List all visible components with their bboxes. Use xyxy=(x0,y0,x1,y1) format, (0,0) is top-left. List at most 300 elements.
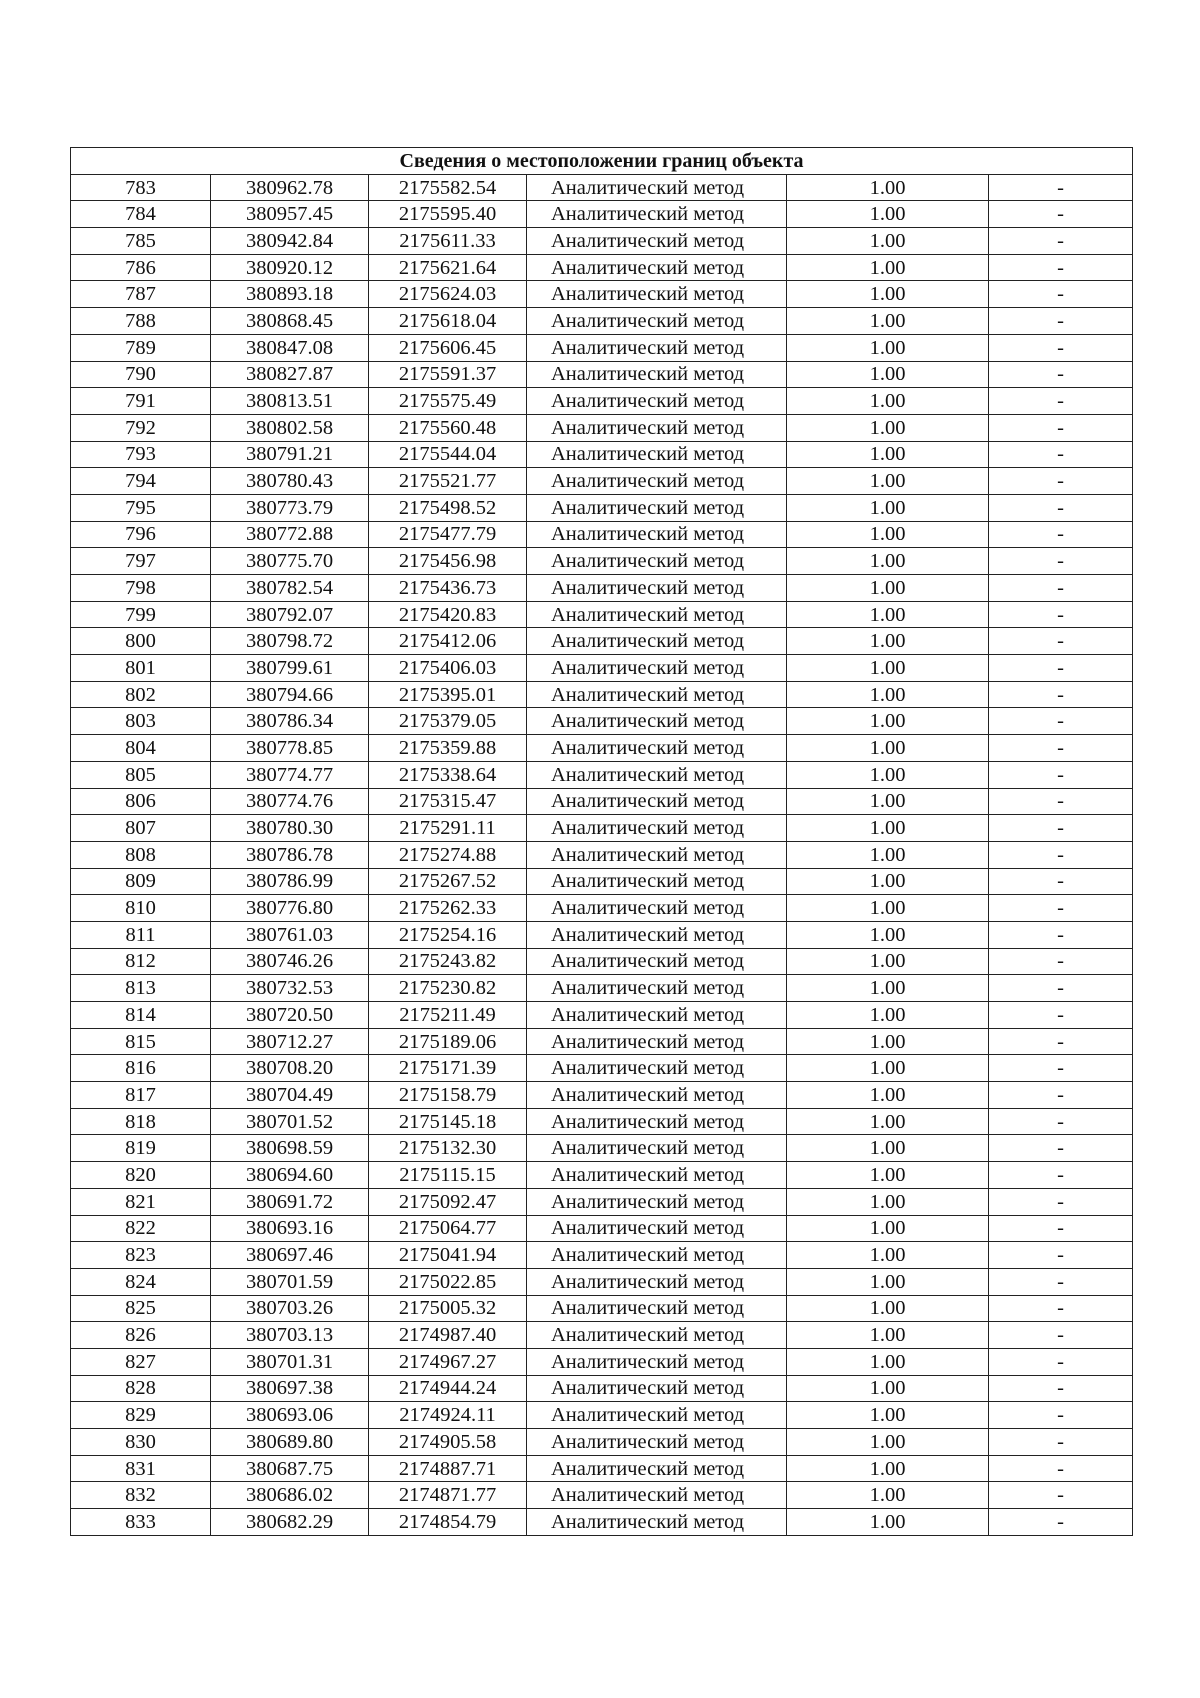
point-number-cell: 829 xyxy=(71,1402,211,1429)
accuracy-cell: 1.00 xyxy=(787,1135,989,1162)
accuracy-cell: 1.00 xyxy=(787,388,989,415)
point-number-cell: 785 xyxy=(71,228,211,255)
accuracy-cell: 1.00 xyxy=(787,815,989,842)
point-number-cell: 786 xyxy=(71,254,211,281)
determination-method-cell: Аналитический метод xyxy=(527,1002,787,1029)
description-cell: - xyxy=(989,735,1133,762)
point-number-cell: 784 xyxy=(71,201,211,228)
coordinate-x-cell: 380712.27 xyxy=(211,1028,369,1055)
coordinate-y-cell: 2175395.01 xyxy=(369,681,527,708)
coordinate-y-cell: 2174871.77 xyxy=(369,1482,527,1509)
coordinate-x-cell: 380780.43 xyxy=(211,468,369,495)
accuracy-cell: 1.00 xyxy=(787,655,989,682)
coordinate-y-cell: 2175274.88 xyxy=(369,841,527,868)
determination-method-cell: Аналитический метод xyxy=(527,361,787,388)
table-row xyxy=(71,921,1133,948)
description-cell: - xyxy=(989,254,1133,281)
coordinate-y-cell: 2174887.71 xyxy=(369,1455,527,1482)
point-number-cell: 812 xyxy=(71,948,211,975)
table-row xyxy=(71,388,1133,415)
accuracy-cell: 1.00 xyxy=(787,895,989,922)
coordinate-y-cell: 2175211.49 xyxy=(369,1002,527,1029)
accuracy-cell: 1.00 xyxy=(787,1162,989,1189)
table-row xyxy=(71,1028,1133,1055)
coordinate-y-cell: 2175575.49 xyxy=(369,388,527,415)
point-number-cell: 816 xyxy=(71,1055,211,1082)
table-row xyxy=(71,1429,1133,1456)
point-number-cell: 827 xyxy=(71,1348,211,1375)
description-cell: - xyxy=(989,1375,1133,1402)
accuracy-cell: 1.00 xyxy=(787,254,989,281)
coordinate-x-cell: 380847.08 xyxy=(211,334,369,361)
table-row xyxy=(71,1402,1133,1429)
point-number-cell: 807 xyxy=(71,815,211,842)
coordinate-y-cell: 2175022.85 xyxy=(369,1268,527,1295)
determination-method-cell: Аналитический метод xyxy=(527,388,787,415)
description-cell: - xyxy=(989,1055,1133,1082)
description-cell: - xyxy=(989,841,1133,868)
point-number-cell: 811 xyxy=(71,921,211,948)
accuracy-cell: 1.00 xyxy=(787,1242,989,1269)
point-number-cell: 831 xyxy=(71,1455,211,1482)
table-row xyxy=(71,735,1133,762)
accuracy-cell: 1.00 xyxy=(787,1028,989,1055)
description-cell: - xyxy=(989,921,1133,948)
accuracy-cell: 1.00 xyxy=(787,975,989,1002)
accuracy-cell: 1.00 xyxy=(787,468,989,495)
description-cell: - xyxy=(989,655,1133,682)
determination-method-cell: Аналитический метод xyxy=(527,468,787,495)
description-cell: - xyxy=(989,1135,1133,1162)
coordinate-y-cell: 2174854.79 xyxy=(369,1509,527,1536)
coordinate-x-cell: 380791.21 xyxy=(211,441,369,468)
table-row xyxy=(71,334,1133,361)
determination-method-cell: Аналитический метод xyxy=(527,1082,787,1109)
accuracy-cell: 1.00 xyxy=(787,1482,989,1509)
point-number-cell: 818 xyxy=(71,1108,211,1135)
description-cell: - xyxy=(989,548,1133,575)
determination-method-cell: Аналитический метод xyxy=(527,788,787,815)
point-number-cell: 789 xyxy=(71,334,211,361)
table-row xyxy=(71,361,1133,388)
accuracy-cell: 1.00 xyxy=(787,1348,989,1375)
description-cell: - xyxy=(989,1002,1133,1029)
coordinate-x-cell: 380942.84 xyxy=(211,228,369,255)
point-number-cell: 813 xyxy=(71,975,211,1002)
coordinate-x-cell: 380868.45 xyxy=(211,308,369,335)
point-number-cell: 826 xyxy=(71,1322,211,1349)
point-number-cell: 796 xyxy=(71,521,211,548)
coordinate-x-cell: 380761.03 xyxy=(211,921,369,948)
table-row xyxy=(71,1242,1133,1269)
determination-method-cell: Аналитический метод xyxy=(527,948,787,975)
description-cell: - xyxy=(989,815,1133,842)
point-number-cell: 817 xyxy=(71,1082,211,1109)
coordinate-y-cell: 2175359.88 xyxy=(369,735,527,762)
coordinate-y-cell: 2175412.06 xyxy=(369,628,527,655)
determination-method-cell: Аналитический метод xyxy=(527,1055,787,1082)
point-number-cell: 830 xyxy=(71,1429,211,1456)
table-row xyxy=(71,521,1133,548)
point-number-cell: 824 xyxy=(71,1268,211,1295)
description-cell: - xyxy=(989,1455,1133,1482)
accuracy-cell: 1.00 xyxy=(787,841,989,868)
description-cell: - xyxy=(989,521,1133,548)
determination-method-cell: Аналитический метод xyxy=(527,1028,787,1055)
point-number-cell: 809 xyxy=(71,868,211,895)
table-row xyxy=(71,1055,1133,1082)
coordinate-y-cell: 2175618.04 xyxy=(369,308,527,335)
point-number-cell: 803 xyxy=(71,708,211,735)
accuracy-cell: 1.00 xyxy=(787,174,989,201)
point-number-cell: 825 xyxy=(71,1295,211,1322)
table-row xyxy=(71,1295,1133,1322)
description-cell: - xyxy=(989,708,1133,735)
coordinate-x-cell: 380802.58 xyxy=(211,414,369,441)
coordinate-y-cell: 2175406.03 xyxy=(369,655,527,682)
determination-method-cell: Аналитический метод xyxy=(527,174,787,201)
accuracy-cell: 1.00 xyxy=(787,761,989,788)
coordinate-y-cell: 2175606.45 xyxy=(369,334,527,361)
accuracy-cell: 1.00 xyxy=(787,1375,989,1402)
table-row xyxy=(71,1322,1133,1349)
determination-method-cell: Аналитический метод xyxy=(527,1482,787,1509)
table-row xyxy=(71,1268,1133,1295)
table-row xyxy=(71,254,1133,281)
description-cell: - xyxy=(989,1082,1133,1109)
coordinate-y-cell: 2174987.40 xyxy=(369,1322,527,1349)
description-cell: - xyxy=(989,948,1133,975)
coordinate-x-cell: 380775.70 xyxy=(211,548,369,575)
point-number-cell: 788 xyxy=(71,308,211,335)
table-row xyxy=(71,468,1133,495)
accuracy-cell: 1.00 xyxy=(787,1429,989,1456)
coordinate-x-cell: 380920.12 xyxy=(211,254,369,281)
table-title-row xyxy=(71,148,1133,175)
description-cell: - xyxy=(989,1348,1133,1375)
table-row xyxy=(71,1455,1133,1482)
determination-method-cell: Аналитический метод xyxy=(527,441,787,468)
table-row xyxy=(71,601,1133,628)
description-cell: - xyxy=(989,281,1133,308)
determination-method-cell: Аналитический метод xyxy=(527,1108,787,1135)
coordinate-y-cell: 2174905.58 xyxy=(369,1429,527,1456)
determination-method-cell: Аналитический метод xyxy=(527,334,787,361)
determination-method-cell: Аналитический метод xyxy=(527,655,787,682)
determination-method-cell: Аналитический метод xyxy=(527,1402,787,1429)
coordinate-y-cell: 2175315.47 xyxy=(369,788,527,815)
determination-method-cell: Аналитический метод xyxy=(527,254,787,281)
determination-method-cell: Аналитический метод xyxy=(527,1242,787,1269)
point-number-cell: 821 xyxy=(71,1188,211,1215)
description-cell: - xyxy=(989,228,1133,255)
table-row xyxy=(71,441,1133,468)
table-row xyxy=(71,1215,1133,1242)
coordinate-x-cell: 380694.60 xyxy=(211,1162,369,1189)
coordinate-y-cell: 2175595.40 xyxy=(369,201,527,228)
coordinate-y-cell: 2174967.27 xyxy=(369,1348,527,1375)
table-row xyxy=(71,1348,1133,1375)
accuracy-cell: 1.00 xyxy=(787,708,989,735)
coordinate-y-cell: 2175132.30 xyxy=(369,1135,527,1162)
point-number-cell: 794 xyxy=(71,468,211,495)
description-cell: - xyxy=(989,308,1133,335)
point-number-cell: 833 xyxy=(71,1509,211,1536)
description-cell: - xyxy=(989,1242,1133,1269)
accuracy-cell: 1.00 xyxy=(787,921,989,948)
table-row xyxy=(71,494,1133,521)
point-number-cell: 808 xyxy=(71,841,211,868)
table-row xyxy=(71,414,1133,441)
accuracy-cell: 1.00 xyxy=(787,334,989,361)
table-row xyxy=(71,228,1133,255)
coordinate-y-cell: 2175005.32 xyxy=(369,1295,527,1322)
determination-method-cell: Аналитический метод xyxy=(527,281,787,308)
table-row xyxy=(71,1375,1133,1402)
description-cell: - xyxy=(989,361,1133,388)
description-cell: - xyxy=(989,1268,1133,1295)
coordinate-y-cell: 2175544.04 xyxy=(369,441,527,468)
table-row xyxy=(71,708,1133,735)
coordinate-x-cell: 380708.20 xyxy=(211,1055,369,1082)
coordinate-y-cell: 2175436.73 xyxy=(369,575,527,602)
description-cell: - xyxy=(989,1429,1133,1456)
table-row xyxy=(71,575,1133,602)
accuracy-cell: 1.00 xyxy=(787,228,989,255)
description-cell: - xyxy=(989,1509,1133,1536)
coordinate-y-cell: 2175092.47 xyxy=(369,1188,527,1215)
table-row xyxy=(71,1509,1133,1536)
description-cell: - xyxy=(989,975,1133,1002)
coordinate-x-cell: 380780.30 xyxy=(211,815,369,842)
coordinate-y-cell: 2175262.33 xyxy=(369,895,527,922)
coordinate-x-cell: 380720.50 xyxy=(211,1002,369,1029)
accuracy-cell: 1.00 xyxy=(787,1188,989,1215)
accuracy-cell: 1.00 xyxy=(787,628,989,655)
coordinate-x-cell: 380776.80 xyxy=(211,895,369,922)
accuracy-cell: 1.00 xyxy=(787,494,989,521)
description-cell: - xyxy=(989,788,1133,815)
point-number-cell: 823 xyxy=(71,1242,211,1269)
table-row xyxy=(71,841,1133,868)
determination-method-cell: Аналитический метод xyxy=(527,494,787,521)
description-cell: - xyxy=(989,1188,1133,1215)
coordinate-y-cell: 2175456.98 xyxy=(369,548,527,575)
coordinate-y-cell: 2175624.03 xyxy=(369,281,527,308)
description-cell: - xyxy=(989,414,1133,441)
coordinate-x-cell: 380772.88 xyxy=(211,521,369,548)
point-number-cell: 802 xyxy=(71,681,211,708)
coordinate-x-cell: 380786.78 xyxy=(211,841,369,868)
coordinate-x-cell: 380687.75 xyxy=(211,1455,369,1482)
table-row xyxy=(71,1162,1133,1189)
point-number-cell: 790 xyxy=(71,361,211,388)
coordinate-x-cell: 380682.29 xyxy=(211,1509,369,1536)
accuracy-cell: 1.00 xyxy=(787,308,989,335)
description-cell: - xyxy=(989,1028,1133,1055)
coordinate-y-cell: 2175560.48 xyxy=(369,414,527,441)
accuracy-cell: 1.00 xyxy=(787,361,989,388)
table-row xyxy=(71,201,1133,228)
coordinate-y-cell: 2175621.64 xyxy=(369,254,527,281)
determination-method-cell: Аналитический метод xyxy=(527,1135,787,1162)
point-number-cell: 799 xyxy=(71,601,211,628)
determination-method-cell: Аналитический метод xyxy=(527,414,787,441)
table-row xyxy=(71,281,1133,308)
coordinate-y-cell: 2175498.52 xyxy=(369,494,527,521)
table-row xyxy=(71,895,1133,922)
accuracy-cell: 1.00 xyxy=(787,1322,989,1349)
coordinate-y-cell: 2175267.52 xyxy=(369,868,527,895)
description-cell: - xyxy=(989,681,1133,708)
coordinate-y-cell: 2175521.77 xyxy=(369,468,527,495)
accuracy-cell: 1.00 xyxy=(787,788,989,815)
description-cell: - xyxy=(989,1402,1133,1429)
coordinate-y-cell: 2175189.06 xyxy=(369,1028,527,1055)
description-cell: - xyxy=(989,1295,1133,1322)
description-cell: - xyxy=(989,1322,1133,1349)
determination-method-cell: Аналитический метод xyxy=(527,761,787,788)
coordinate-y-cell: 2175338.64 xyxy=(369,761,527,788)
accuracy-cell: 1.00 xyxy=(787,1402,989,1429)
accuracy-cell: 1.00 xyxy=(787,1268,989,1295)
description-cell: - xyxy=(989,468,1133,495)
table-row xyxy=(71,868,1133,895)
accuracy-cell: 1.00 xyxy=(787,548,989,575)
coordinate-y-cell: 2175158.79 xyxy=(369,1082,527,1109)
determination-method-cell: Аналитический метод xyxy=(527,1268,787,1295)
point-number-cell: 795 xyxy=(71,494,211,521)
coordinate-x-cell: 380792.07 xyxy=(211,601,369,628)
determination-method-cell: Аналитический метод xyxy=(527,708,787,735)
accuracy-cell: 1.00 xyxy=(787,1082,989,1109)
table-row xyxy=(71,174,1133,201)
point-number-cell: 797 xyxy=(71,548,211,575)
determination-method-cell: Аналитический метод xyxy=(527,815,787,842)
point-number-cell: 805 xyxy=(71,761,211,788)
determination-method-cell: Аналитический метод xyxy=(527,521,787,548)
accuracy-cell: 1.00 xyxy=(787,521,989,548)
accuracy-cell: 1.00 xyxy=(787,868,989,895)
coordinate-y-cell: 2175064.77 xyxy=(369,1215,527,1242)
coordinate-x-cell: 380732.53 xyxy=(211,975,369,1002)
table-row xyxy=(71,815,1133,842)
point-number-cell: 801 xyxy=(71,655,211,682)
description-cell: - xyxy=(989,628,1133,655)
table-row xyxy=(71,308,1133,335)
table-row xyxy=(71,948,1133,975)
accuracy-cell: 1.00 xyxy=(787,1295,989,1322)
coordinate-x-cell: 380704.49 xyxy=(211,1082,369,1109)
point-number-cell: 800 xyxy=(71,628,211,655)
coordinate-y-cell: 2174944.24 xyxy=(369,1375,527,1402)
coordinate-x-cell: 380798.72 xyxy=(211,628,369,655)
coordinate-x-cell: 380778.85 xyxy=(211,735,369,762)
determination-method-cell: Аналитический метод xyxy=(527,841,787,868)
description-cell: - xyxy=(989,1482,1133,1509)
point-number-cell: 820 xyxy=(71,1162,211,1189)
coordinate-x-cell: 380689.80 xyxy=(211,1429,369,1456)
accuracy-cell: 1.00 xyxy=(787,575,989,602)
determination-method-cell: Аналитический метод xyxy=(527,1162,787,1189)
coordinate-x-cell: 380693.16 xyxy=(211,1215,369,1242)
description-cell: - xyxy=(989,1215,1133,1242)
accuracy-cell: 1.00 xyxy=(787,948,989,975)
coordinate-x-cell: 380962.78 xyxy=(211,174,369,201)
accuracy-cell: 1.00 xyxy=(787,735,989,762)
coordinate-y-cell: 2175254.16 xyxy=(369,921,527,948)
table-row xyxy=(71,1188,1133,1215)
determination-method-cell: Аналитический метод xyxy=(527,548,787,575)
coordinate-y-cell: 2175420.83 xyxy=(369,601,527,628)
coordinate-y-cell: 2175171.39 xyxy=(369,1055,527,1082)
table-row xyxy=(71,628,1133,655)
determination-method-cell: Аналитический метод xyxy=(527,1509,787,1536)
description-cell: - xyxy=(989,895,1133,922)
determination-method-cell: Аналитический метод xyxy=(527,308,787,335)
point-number-cell: 804 xyxy=(71,735,211,762)
determination-method-cell: Аналитический метод xyxy=(527,575,787,602)
description-cell: - xyxy=(989,174,1133,201)
point-number-cell: 787 xyxy=(71,281,211,308)
point-number-cell: 806 xyxy=(71,788,211,815)
determination-method-cell: Аналитический метод xyxy=(527,895,787,922)
coordinate-x-cell: 380774.77 xyxy=(211,761,369,788)
coordinate-x-cell: 380698.59 xyxy=(211,1135,369,1162)
point-number-cell: 828 xyxy=(71,1375,211,1402)
coordinate-y-cell: 2175041.94 xyxy=(369,1242,527,1269)
coordinate-y-cell: 2175477.79 xyxy=(369,521,527,548)
table-row xyxy=(71,1482,1133,1509)
coordinate-x-cell: 380701.52 xyxy=(211,1108,369,1135)
coordinate-x-cell: 380893.18 xyxy=(211,281,369,308)
point-number-cell: 822 xyxy=(71,1215,211,1242)
coordinate-x-cell: 380794.66 xyxy=(211,681,369,708)
coordinate-y-cell: 2175582.54 xyxy=(369,174,527,201)
table-row xyxy=(71,681,1133,708)
determination-method-cell: Аналитический метод xyxy=(527,1215,787,1242)
coordinate-x-cell: 380773.79 xyxy=(211,494,369,521)
determination-method-cell: Аналитический метод xyxy=(527,1188,787,1215)
determination-method-cell: Аналитический метод xyxy=(527,868,787,895)
coordinate-y-cell: 2175591.37 xyxy=(369,361,527,388)
coordinate-x-cell: 380813.51 xyxy=(211,388,369,415)
description-cell: - xyxy=(989,575,1133,602)
coordinate-x-cell: 380786.99 xyxy=(211,868,369,895)
determination-method-cell: Аналитический метод xyxy=(527,1429,787,1456)
determination-method-cell: Аналитический метод xyxy=(527,1295,787,1322)
coordinate-x-cell: 380691.72 xyxy=(211,1188,369,1215)
table-row xyxy=(71,548,1133,575)
coordinate-x-cell: 380782.54 xyxy=(211,575,369,602)
point-number-cell: 792 xyxy=(71,414,211,441)
point-number-cell: 814 xyxy=(71,1002,211,1029)
description-cell: - xyxy=(989,1162,1133,1189)
coordinate-x-cell: 380827.87 xyxy=(211,361,369,388)
point-number-cell: 791 xyxy=(71,388,211,415)
description-cell: - xyxy=(989,601,1133,628)
coordinate-x-cell: 380693.06 xyxy=(211,1402,369,1429)
accuracy-cell: 1.00 xyxy=(787,1509,989,1536)
determination-method-cell: Аналитический метод xyxy=(527,1348,787,1375)
determination-method-cell: Аналитический метод xyxy=(527,975,787,1002)
accuracy-cell: 1.00 xyxy=(787,441,989,468)
description-cell: - xyxy=(989,1108,1133,1135)
determination-method-cell: Аналитический метод xyxy=(527,1322,787,1349)
point-number-cell: 815 xyxy=(71,1028,211,1055)
table-row xyxy=(71,1082,1133,1109)
point-number-cell: 832 xyxy=(71,1482,211,1509)
